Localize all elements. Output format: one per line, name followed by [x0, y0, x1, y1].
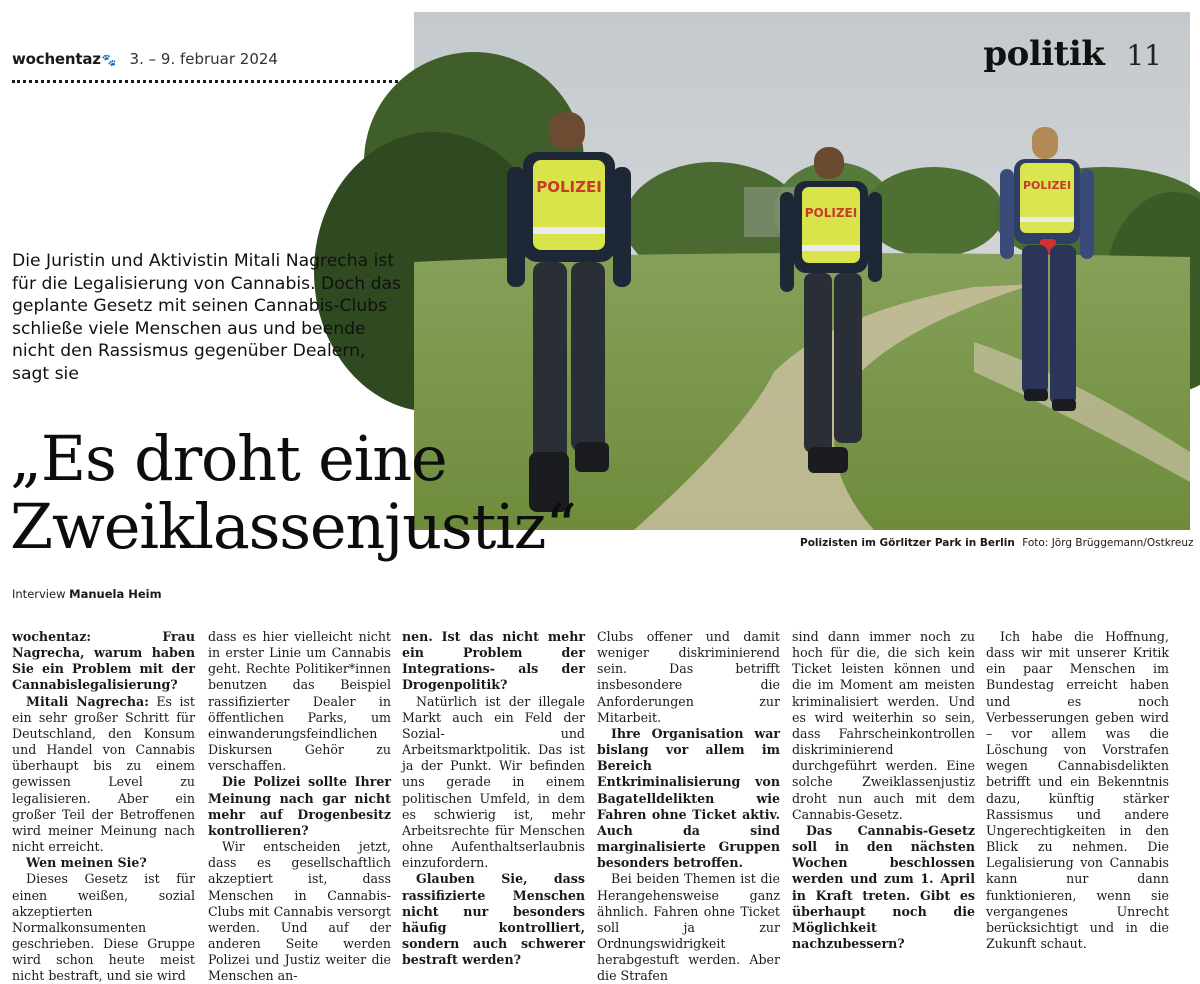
paw-icon: 🐾	[101, 53, 117, 67]
headline	[10, 422, 770, 563]
vest-label: POLIZEI	[1022, 179, 1072, 192]
headline-line-1: „Es droht eine	[10, 422, 447, 495]
answer: Clubs offener und damit weniger diskriminierend sein. Das betrifft insbesondere die Anforderungen zur Mitarbeit.	[597, 629, 780, 725]
question: Wen meinen Sie?	[26, 855, 147, 871]
vest-label: POLIZEI	[536, 178, 602, 196]
answer: Dieses Gesetz ist für einen weißen, sozial akzeptierten Normalkonsumenten geschrieben. Diese Gruppe wird schon heute meist nicht bestraft, und sie wird	[12, 871, 195, 984]
caption-text: Polizisten im Görlitzer Park in Berlin	[800, 537, 1015, 549]
vest-label: POLIZEI	[804, 206, 858, 220]
byline	[12, 587, 162, 601]
question: Ihre Organisation war bislang vor allem im Bereich Entkriminalisierung von Bagatelldelikten wie Fahren ohne Ticket aktiv. Auch da sind marginalisierte Gruppen besonders betroffen.	[597, 725, 780, 871]
text-column-3	[402, 629, 585, 968]
text-column-1	[12, 629, 195, 984]
answer: dass es hier vielleicht nicht in erster Linie um Cannabis geht. Rechte Politiker*innen benutzen das Beispiel rassifizierter Dealer in öffentlichen Parks, um einwanderungsfeindlichen Diskursen Gehör zu verschaffen.	[208, 629, 391, 774]
text-column-6	[986, 629, 1169, 951]
answer: Natürlich ist der illegale Markt auch ein Feld der Sozial- und Arbeitsmarktpolitik. Das ist ja der Punkt. Wir befinden uns gerade in einem politischen Umfeld, in dem es schwierig ist, mehr Arbeitsrechte für Menschen ohne Aufenthaltserlaubnis einzufordern.	[402, 693, 585, 871]
byline-author: Manuela Heim	[69, 587, 162, 601]
answer-text: Es ist ein sehr großer Schritt für Deutschland, den Konsum und Handel von Cannabis überhaupt bis zu einem gewissen Level zu legalisieren. Aber ein großer Teil der Betroffenen wird meiner Meinung nach nicht erreicht.	[12, 693, 195, 855]
photo-credit: Foto: Jörg Brüggemann/Ostkreuz	[1022, 537, 1194, 549]
speaker-label: Mitali Nagrecha:	[26, 693, 149, 709]
page-number: 11	[1126, 39, 1162, 72]
question: Das Cannabis-Gesetz soll in den nächsten Wochen beschlossen werden und zum 1. April in Kraft treten. Gibt es überhaupt noch die Möglichkeit nachzubessern?	[792, 822, 975, 951]
answer: sind dann immer noch zu hoch für die, die sich kein Ticket leisten können und die im Moment am meisten kriminalisiert werden. Und es wird weiterhin so sein, dass Fahrscheinkontrollen diskriminierend durchgeführt werden. Eine solche Zweiklassenjustiz droht nun auch mit dem Cannabis-Gesetz.	[792, 629, 975, 822]
section-name: politik	[983, 34, 1105, 74]
masthead	[12, 50, 278, 68]
question: Die Polizei sollte Ihrer Meinung nach gar nicht mehr auf Drogenbesitz kontrollieren?	[208, 774, 391, 838]
question: wochentaz: Frau Nagrecha, warum haben Sie ein Problem mit der Cannabislegalisierung?	[12, 629, 195, 693]
newspaper-logo: wochentaz	[12, 50, 101, 68]
question: nen. Ist das nicht mehr ein Problem der Integrations- als der Drogenpolitik?	[402, 629, 585, 693]
dotted-divider	[12, 80, 410, 83]
section-header	[983, 34, 1162, 74]
issue-date: 3. – 9. februar 2024	[129, 50, 278, 68]
headline-line-2: Zweiklassenjustiz“	[10, 490, 576, 563]
text-column-2	[208, 629, 391, 984]
answer: Ich habe die Hoffnung, dass wir mit unserer Kritik ein paar Menschen im Bundestag erreicht haben und es noch Verbesserungen geben wird – vor allem was die Löschung von Vorstrafen wegen Cannabisdelikten betrifft und ein Bekenntnis dazu, künftig stärker Rassismus und andere Ungerechtigkeiten in den Blick zu nehmen. Die Legalisierung von Cannabis kann nur dann funktionieren, wenn sie vergangenes Unrecht berücksichtigt und in die Zukunft schaut.	[986, 629, 1169, 951]
answer: Bei beiden Themen ist die Herangehensweise ganz ähnlich. Fahren ohne Ticket soll ja zur Ordnungswidrigkeit herabgestuft werden. Aber die Strafen	[597, 871, 780, 984]
text-column-5	[792, 629, 975, 951]
question: Glauben Sie, dass rassifizierte Menschen nicht nur besonders häufig kontrolliert, sondern auch schwerer bestraft werden?	[402, 871, 585, 968]
article-teaser: Die Juristin und Aktivistin Mitali Nagrecha ist für die Legalisierung von Cannabis. Doch das geplante Gesetz mit seinen Cannabis-Clubs schließe viele Menschen aus und beende nicht den Rassismus gegenüber Dealern, sagt sie	[12, 251, 401, 384]
answer: Wir entscheiden jetzt, dass es gesellschaftlich akzeptiert ist, dass Menschen in Cannabis-Clubs mit Cannabis versorgt werden. Und auf der anderen Seite werden Polizei und Justiz weiter die Menschen an-	[208, 839, 391, 984]
text-column-4	[597, 629, 780, 984]
byline-prefix: Interview	[12, 587, 66, 601]
photo-caption	[800, 537, 1193, 549]
answer	[12, 694, 195, 856]
